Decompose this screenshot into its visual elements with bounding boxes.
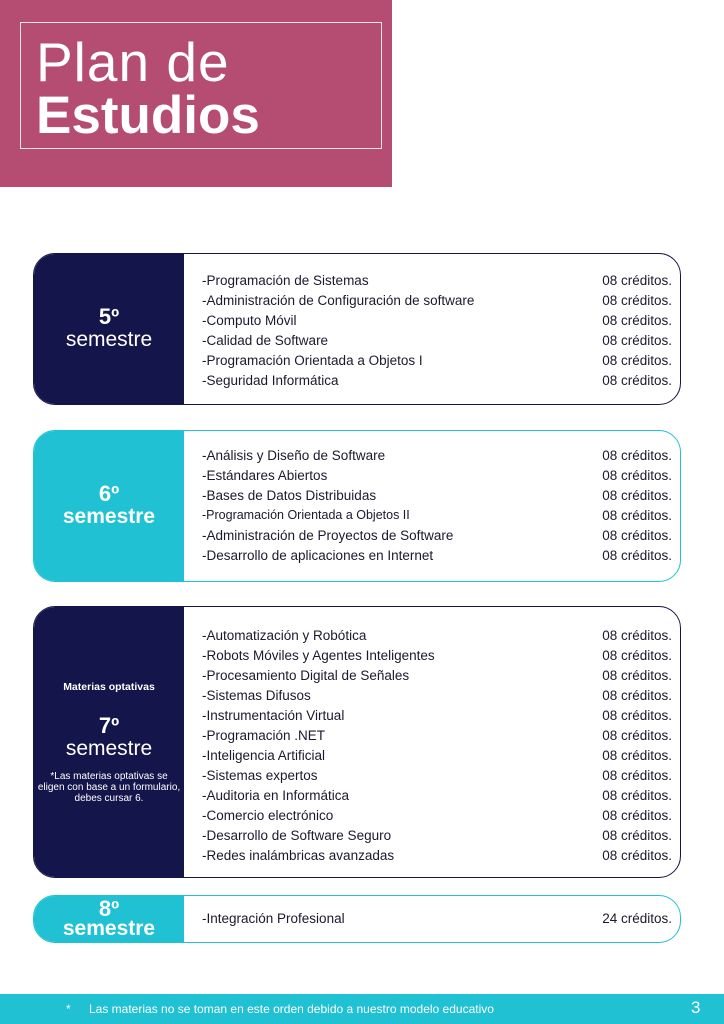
page-title-line2: Estudios [36, 86, 260, 145]
course-credits: 08 créditos. [602, 312, 672, 328]
footer-note: Las materias no se toman en este orden debido a nuestro modelo educativo [89, 1002, 494, 1016]
course-list [202, 270, 672, 390]
course-row [202, 685, 672, 705]
course-row [202, 465, 672, 485]
course-row [202, 725, 672, 745]
course-name: -Estándares Abiertos [202, 467, 328, 483]
course-row [202, 330, 672, 350]
semester-number: 6º [98, 481, 120, 506]
course-credits: 08 créditos. [602, 787, 672, 803]
course-row [202, 290, 672, 310]
course-credits: 08 créditos. [602, 667, 672, 683]
course-credits: 08 créditos. [602, 507, 672, 523]
course-name: -Inteligencia Artificial [202, 747, 326, 763]
semester-label-6 [34, 431, 184, 581]
course-row [202, 625, 672, 645]
course-credits: 08 créditos. [602, 292, 672, 308]
course-credits: 08 créditos. [602, 467, 672, 483]
course-credits: 08 créditos. [602, 487, 672, 503]
course-credits: 08 créditos. [602, 352, 672, 368]
course-credits: 08 créditos. [602, 767, 672, 783]
course-name: -Computo Móvil [202, 312, 297, 328]
course-row [202, 645, 672, 665]
course-row [202, 765, 672, 785]
course-name: -Seguridad Informática [202, 372, 339, 388]
course-credits: 08 créditos. [602, 807, 672, 823]
course-row [202, 545, 672, 565]
course-name: -Comercio electrónico [202, 807, 334, 823]
course-name: -Administración de Proyectos de Software [202, 527, 454, 543]
course-name: -Bases de Datos Distribuidas [202, 487, 377, 503]
course-row [202, 370, 672, 390]
semester-label-5 [34, 254, 184, 404]
course-credits: 08 créditos. [602, 827, 672, 843]
semester-card-5 [33, 253, 681, 405]
course-row [202, 350, 672, 370]
semester-card-7 [33, 606, 681, 878]
page-number: 3 [691, 998, 701, 1017]
course-list [202, 445, 672, 565]
course-row [202, 310, 672, 330]
course-list [202, 625, 672, 865]
course-credits: 08 créditos. [602, 847, 672, 863]
course-name: -Instrumentación Virtual [202, 707, 345, 723]
course-credits: 08 créditos. [602, 727, 672, 743]
course-row [202, 445, 672, 465]
course-row [202, 908, 672, 928]
semester-number: 7º [98, 712, 120, 738]
page-title-line1: Plan de [36, 31, 230, 93]
course-credits: 08 créditos. [602, 707, 672, 723]
course-list [202, 908, 672, 928]
course-row [202, 825, 672, 845]
course-name: -Redes inalámbricas avanzadas [202, 847, 395, 863]
optativas-label: Materias optativas [63, 680, 155, 693]
semester-number: 5º [98, 304, 120, 329]
course-credits: 08 créditos. [602, 372, 672, 388]
semester-card-8 [33, 895, 681, 943]
course-name: -Programación Orientada a Objetos II [202, 508, 410, 522]
semester-word: semestre [62, 505, 156, 528]
course-credits: 08 créditos. [602, 332, 672, 348]
course-name: -Desarrollo de Software Seguro [202, 827, 392, 843]
course-credits: 08 créditos. [602, 272, 672, 288]
course-name: -Automatización y Robótica [202, 627, 367, 643]
course-name: -Sistemas Difusos [202, 687, 311, 703]
course-name: -Desarrollo de aplicaciones en Internet [202, 547, 434, 563]
course-row [202, 805, 672, 825]
footer-bullet: * [66, 1002, 71, 1016]
optativas-note: *Las materias optativas se eligen con base a un formulario, debes cursar 6. [37, 770, 181, 804]
course-credits: 08 créditos. [602, 627, 672, 643]
semester-number: 8º [98, 896, 120, 921]
footer-bar [0, 994, 724, 1024]
semester-word: semestre [62, 917, 156, 940]
course-credits: 08 créditos. [602, 687, 672, 703]
course-row [202, 525, 672, 545]
course-credits: 08 créditos. [602, 647, 672, 663]
header-banner [0, 0, 392, 187]
course-name: -Robots Móviles y Agentes Inteligentes [202, 647, 435, 663]
course-name: -Programación .NET [202, 727, 326, 743]
course-credits: 08 créditos. [602, 447, 672, 463]
course-row [202, 845, 672, 865]
course-name: -Administración de Configuración de software [202, 292, 475, 308]
course-row [202, 485, 672, 505]
course-name: -Programación Orientada a Objetos I [202, 352, 423, 368]
course-name: -Sistemas expertos [202, 767, 318, 783]
course-name: -Calidad de Software [202, 332, 329, 348]
course-credits: 24 créditos. [602, 910, 672, 926]
course-row [202, 270, 672, 290]
course-name: -Análisis y Diseño de Software [202, 447, 386, 463]
course-credits: 08 créditos. [602, 747, 672, 763]
course-name: -Programación de Sistemas [202, 272, 369, 288]
course-name: -Integración Profesional [202, 910, 345, 926]
course-row [202, 745, 672, 765]
course-row [202, 705, 672, 725]
semester-word: semestre [65, 328, 153, 351]
course-credits: 08 créditos. [602, 527, 672, 543]
course-name: -Procesamiento Digital de Señales [202, 667, 410, 683]
semester-label-8 [34, 896, 184, 942]
course-row [202, 785, 672, 805]
semester-card-6 [33, 430, 681, 582]
course-row [202, 665, 672, 685]
course-credits: 08 créditos. [602, 547, 672, 563]
course-row [202, 505, 672, 525]
semester-label-7 [34, 607, 184, 877]
semester-word: semestre [65, 736, 153, 760]
course-name: -Auditoria en Informática [202, 787, 350, 803]
